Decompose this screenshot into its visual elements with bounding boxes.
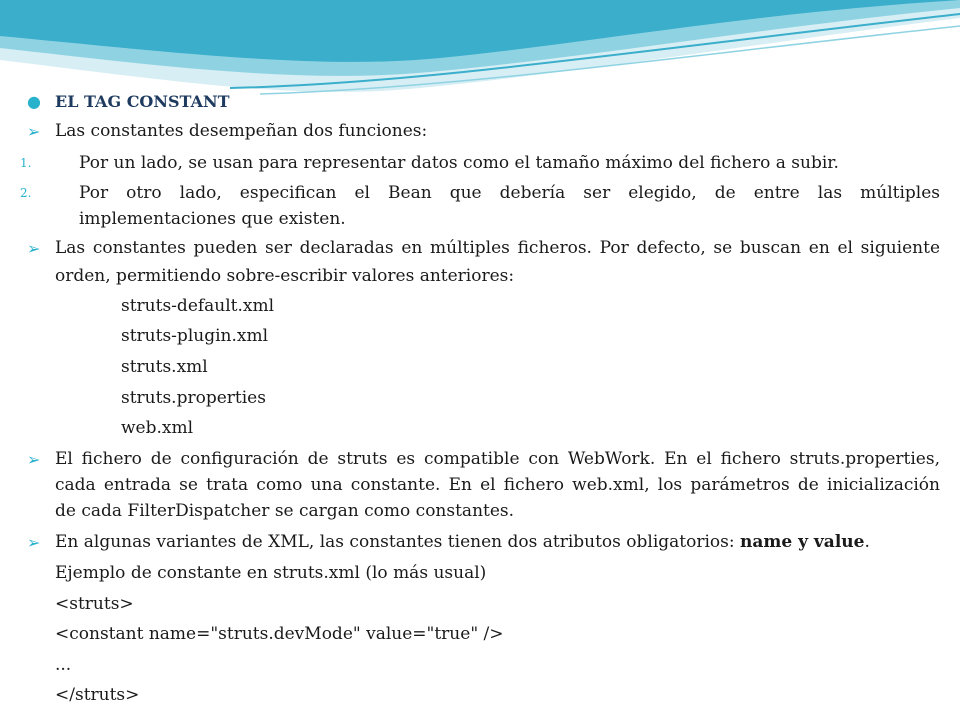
paragraph-config-line-2: cada entrada se trata como una constante. En el fichero web.xml, los parámetros de inicialización bbox=[55, 475, 940, 495]
code-line: <constant name="struts.devMode" value="true" /> bbox=[55, 624, 504, 644]
arrow-bullet-icon: ➢ bbox=[27, 533, 41, 552]
code-line: </struts> bbox=[55, 685, 140, 705]
list-item-1: Por un lado, se usan para representar datos como el tamaño máximo del fichero a subir. bbox=[79, 153, 839, 173]
list-number: 1. bbox=[20, 156, 32, 170]
file-item: struts-default.xml bbox=[121, 296, 275, 316]
list-number: 2. bbox=[20, 186, 32, 200]
file-item: struts-plugin.xml bbox=[121, 326, 269, 346]
file-item: struts.properties bbox=[121, 388, 266, 408]
attributes-bold: name y value bbox=[740, 532, 865, 552]
file-item: web.xml bbox=[121, 418, 194, 438]
attributes-text: En algunas variantes de XML, las constantes tienen dos atributos obligatorios: bbox=[55, 532, 735, 552]
dot-bullet-icon: ● bbox=[27, 92, 41, 111]
list-item-2-line-1: Por otro lado, especifican el Bean que debería ser elegido, de entre las múltiples bbox=[79, 183, 940, 203]
example-label: Ejemplo de constante en struts.xml (lo más usual) bbox=[55, 563, 487, 583]
paragraph-config-line-3: de cada FilterDispatcher se cargan como constantes. bbox=[55, 501, 515, 521]
list-item-2-line-2: implementaciones que existen. bbox=[79, 209, 346, 229]
code-line: ... bbox=[55, 655, 72, 675]
arrow-bullet-icon: ➢ bbox=[27, 239, 41, 258]
paragraph-files-line-2: orden, permitiendo sobre-escribir valores anteriores: bbox=[55, 266, 515, 286]
attributes-period: . bbox=[864, 532, 870, 552]
arrow-bullet-icon: ➢ bbox=[27, 450, 41, 469]
code-line: <struts> bbox=[55, 594, 134, 614]
paragraph-attributes bbox=[55, 530, 940, 555]
file-item: struts.xml bbox=[121, 357, 208, 377]
paragraph-config-line-1: El fichero de configuración de struts es compatible con WebWork. En el fichero struts.properties, bbox=[55, 449, 940, 469]
paragraph-functions: Las constantes desempeñan dos funciones: bbox=[55, 121, 428, 141]
arrow-bullet-icon: ➢ bbox=[27, 122, 41, 141]
slide-title: EL TAG CONSTANT bbox=[55, 92, 230, 111]
paragraph-files-line-1: Las constantes pueden ser declaradas en múltiples ficheros. Por defecto, se buscan en el siguiente bbox=[55, 238, 940, 258]
